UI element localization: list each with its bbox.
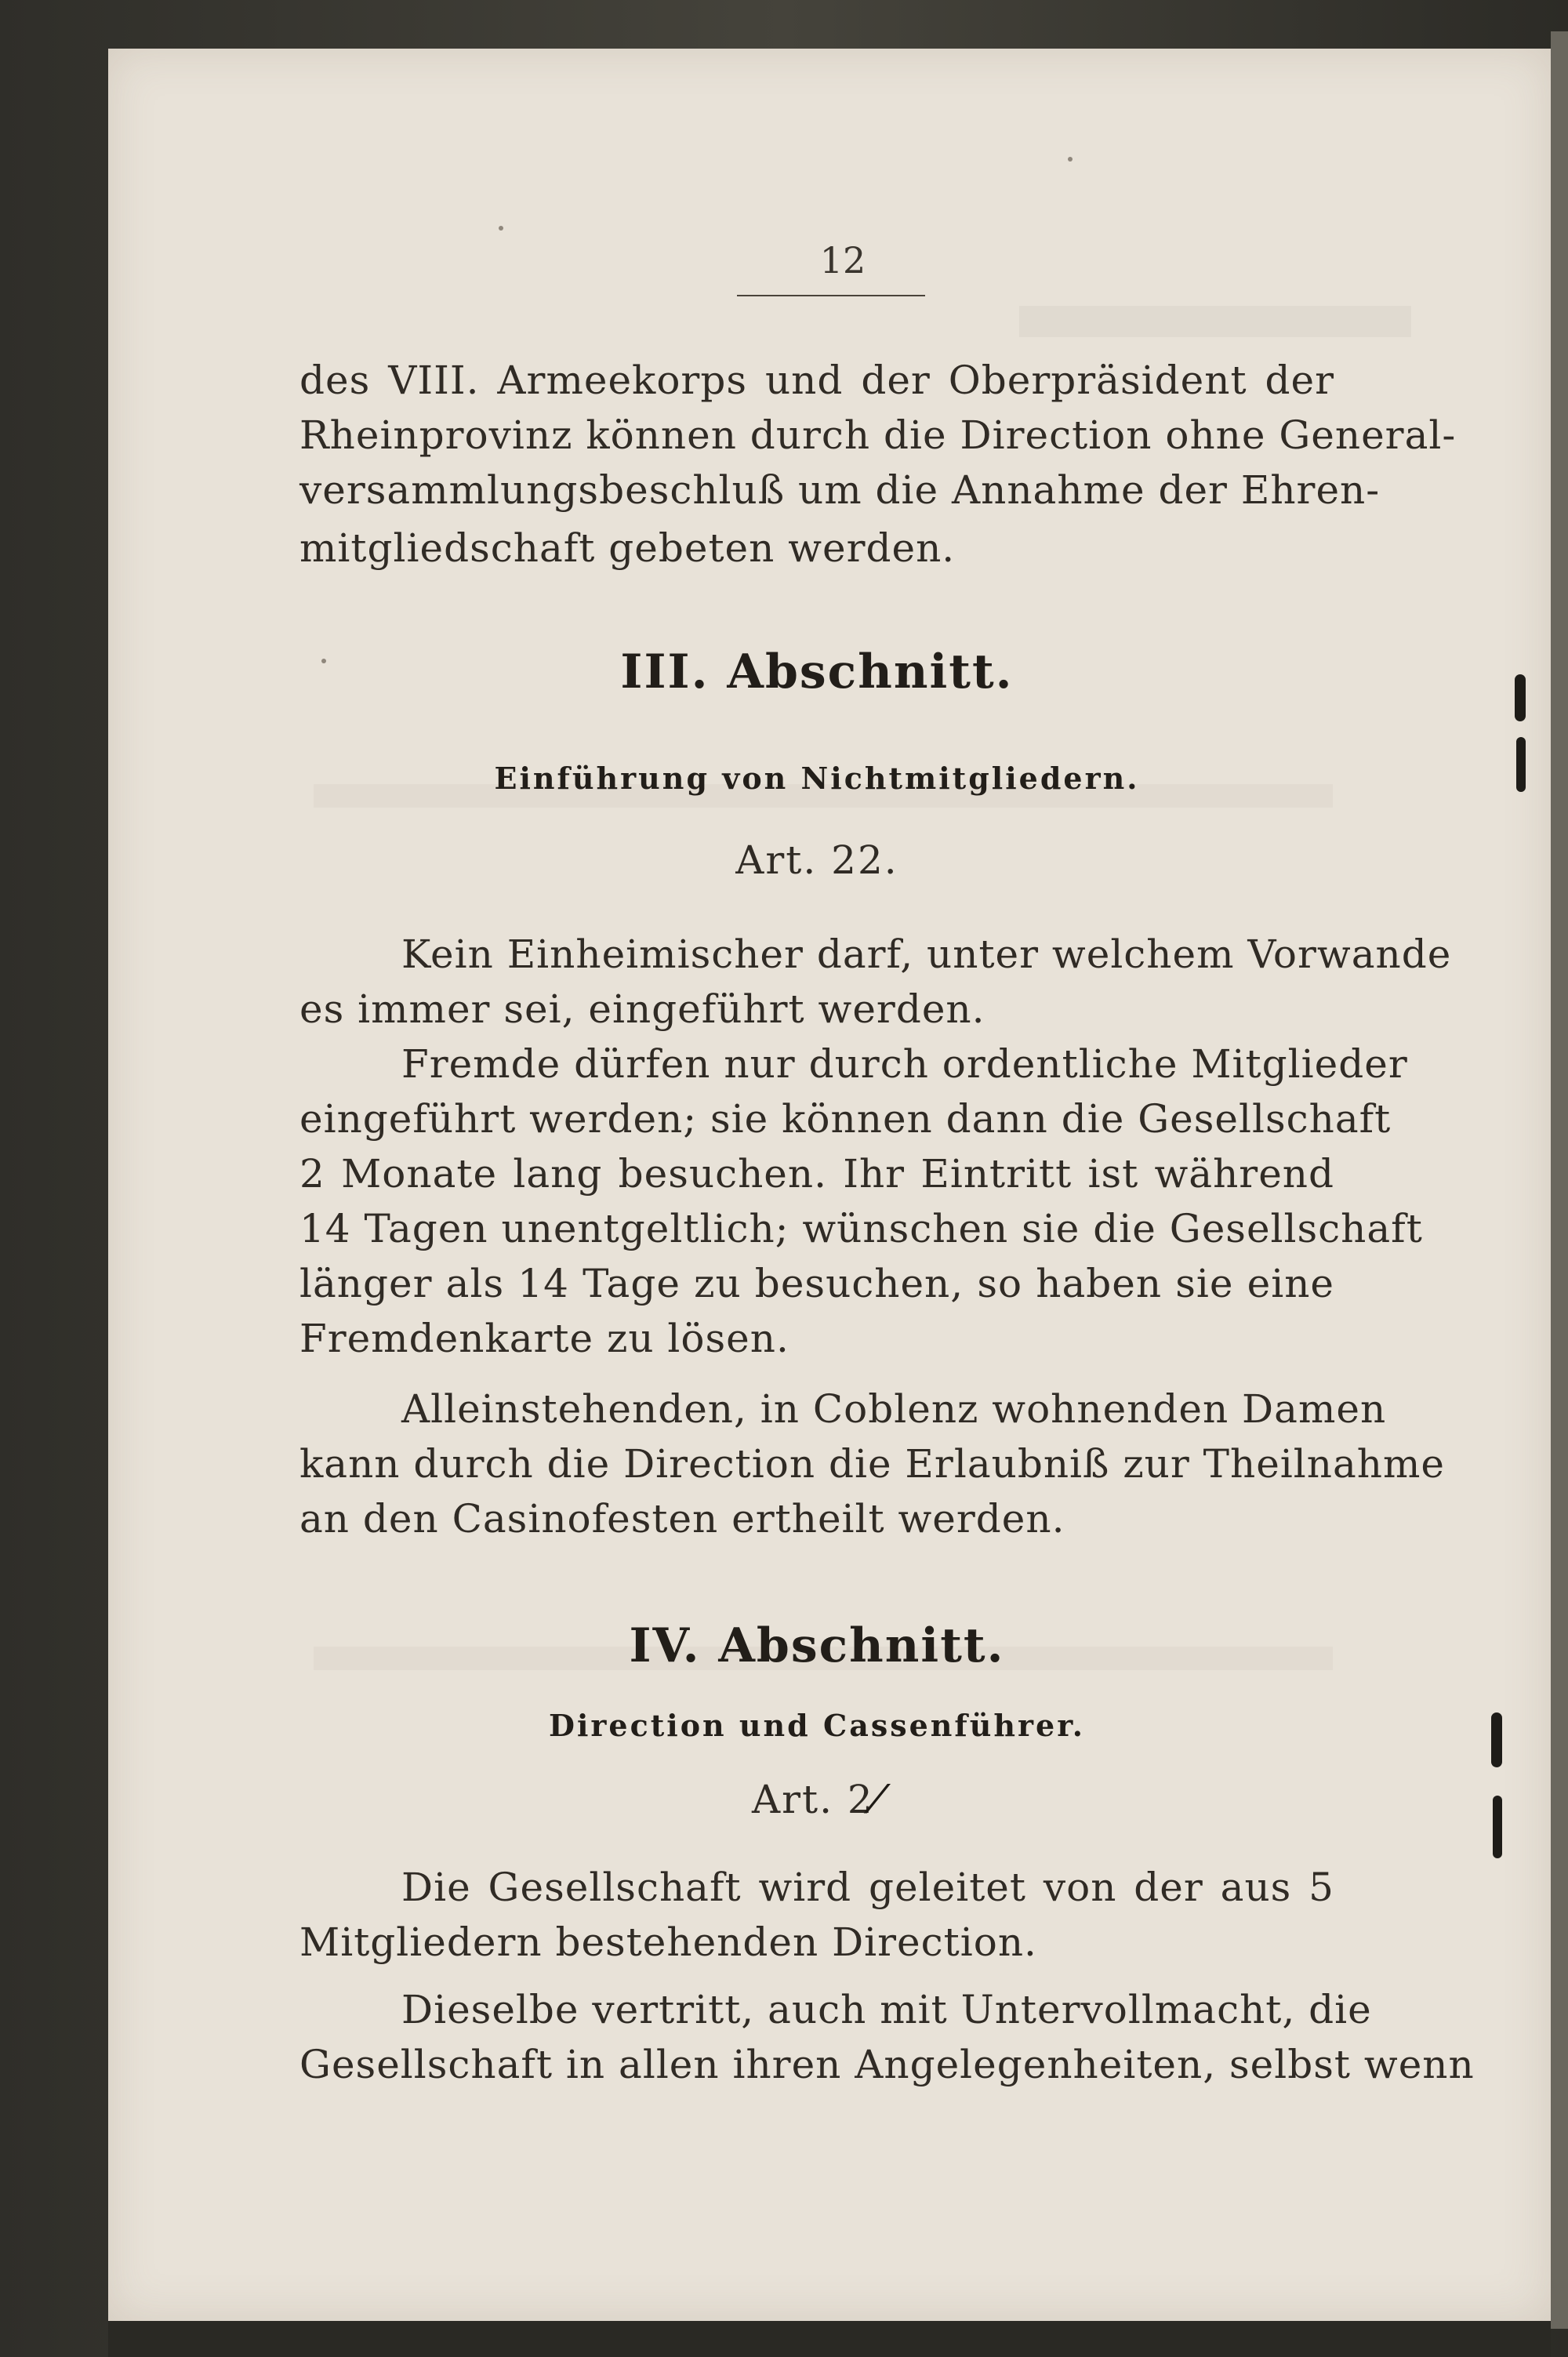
text-line: mitgliedschaft gebeten werden. [299, 525, 956, 571]
article-number-text: Art. 2 [751, 1777, 874, 1822]
text-line: Kein Einheimischer darf, unter welchem Vorwande [401, 932, 1452, 977]
text-line: kann durch die Direction die Erlaubniß zur Theilnahme [299, 1441, 1446, 1487]
article-number [299, 1772, 1334, 1827]
text-line: des VIII. Armeekorps und der Oberpräsident der [299, 358, 1334, 403]
margin-mark [1515, 674, 1526, 721]
text-line: eingeführt werden; sie können dann die Gesellschaft [299, 1096, 1392, 1142]
text-line: Fremde dürfen nur durch ordentliche Mitglieder [401, 1041, 1408, 1087]
paper-speck [499, 226, 503, 231]
margin-mark [1493, 1796, 1502, 1858]
text-line: versammlungsbeschluß um die Annahme der Ehren- [299, 467, 1381, 513]
text-line: an den Casinofesten ertheilt werden. [299, 1496, 1065, 1542]
section-heading: IV. Abschnitt. [629, 1618, 1005, 1673]
text-line: Dieselbe vertritt, auch mit Untervollmacht, die [401, 1987, 1372, 2032]
text-line: 14 Tagen unentgeltlich; wünschen sie die Gesellschaft [299, 1206, 1423, 1251]
text-line: Rheinprovinz können durch die Direction ohne General- [299, 412, 1457, 458]
section-subheading: Einführung von Nichtmitgliedern. [494, 761, 1140, 796]
section-subheading: Direction und Cassenführer. [549, 1708, 1085, 1743]
handwritten-correction-mark: ⁄ [873, 1776, 883, 1822]
text-line: Gesellschaft in allen ihren Angelegenheiten, selbst wenn [299, 2042, 1475, 2087]
text-line: Die Gesellschaft wird geleitet von der aus 5 [401, 1865, 1334, 1910]
text-line: Mitgliedern bestehenden Direction. [299, 1919, 1037, 1965]
book-edge [1551, 31, 1568, 2329]
page-number: 12 [819, 239, 866, 281]
bottom-shadow [108, 2321, 1551, 2357]
margin-mark [1516, 737, 1526, 792]
text-line: Fremdenkarte zu lösen. [299, 1316, 789, 1361]
text-line: Alleinstehenden, in Coblenz wohnenden Damen [401, 1386, 1387, 1432]
page-number-rule [737, 295, 925, 296]
text-line: 2 Monate lang besuchen. Ihr Eintritt ist während [299, 1151, 1334, 1197]
text-line: länger als 14 Tage zu besuchen, so haben sie eine [299, 1261, 1334, 1306]
text-line: es immer sei, eingeführt werden. [299, 986, 985, 1032]
article-number: Art. 22. [735, 837, 898, 883]
section-heading: III. Abschnitt. [620, 645, 1014, 699]
paper-speck [1068, 157, 1073, 162]
margin-mark [1491, 1712, 1502, 1767]
bleed-through [1019, 306, 1411, 337]
